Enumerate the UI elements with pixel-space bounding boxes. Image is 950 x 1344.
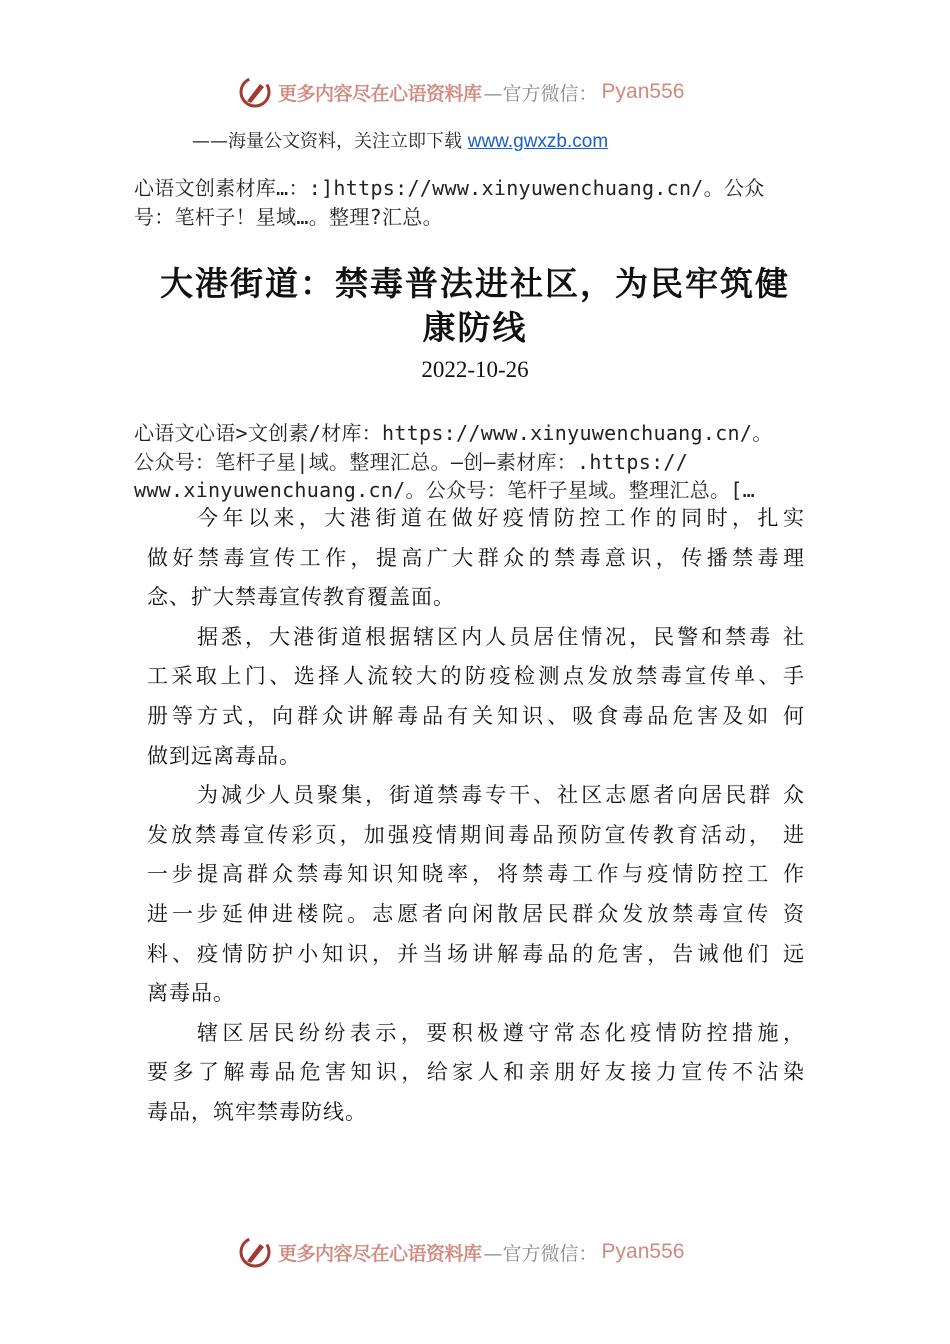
banner-separator: —官方微信：: [483, 1242, 598, 1265]
watermark-top: 心语文创素材库…：:]https://www.xinyuwenchuang.cn/。公众 号：笔杆子！星域…。整理?汇总。: [134, 176, 765, 229]
paragraph-line: 要多了解毒品危害知识，给家人和亲朋好友接力宣传不沾染: [147, 1060, 805, 1085]
pen-logo-icon: [238, 75, 272, 109]
pen-logo-icon: [238, 1235, 272, 1269]
title-line: 康防线: [422, 308, 528, 347]
paragraph-line: 进一步延伸进楼院。志愿者向闲散居民群众发放禁毒宣传 资: [147, 902, 805, 926]
paragraph-line: 为减少人员聚集，街道禁毒专干、社区志愿者向居民群 众: [197, 783, 805, 808]
footer-banner: [238, 1234, 728, 1270]
paragraph-line: 据悉，大港街道根据辖区内人员居住情况，民警和禁毒 社: [197, 624, 805, 649]
banner-wechat: Pyan556: [601, 80, 685, 103]
paragraph-line: 一步提高群众禁毒知识知晓率，将禁毒工作与疫情防控工 作: [147, 862, 805, 887]
subheader: [192, 127, 608, 153]
banner-separator: —官方微信：: [483, 82, 598, 105]
download-link[interactable]: www.gwxzb.com: [467, 131, 609, 152]
paragraph-line: 册等方式，向群众讲解毒品有关知识、吸食毒品危害及如 何: [147, 704, 805, 728]
banner-wechat: Pyan556: [601, 1240, 685, 1263]
banner-text: 更多内容尽在心语资料库: [278, 82, 482, 105]
banner-text: 更多内容尽在心语资料库: [278, 1242, 482, 1265]
paragraph-line: 毒品，筑牢禁毒防线。: [147, 1100, 367, 1124]
paragraph-line: 念、扩大禁毒宣传教育覆盖面。: [147, 585, 455, 610]
paragraph-line: 料、疫情防护小知识，并当场讲解毒品的危害，告诫他们 远: [147, 941, 805, 966]
paragraph-line: 辖区居民纷纷表示，要积极遵守常态化疫情防控措施，: [197, 1020, 805, 1045]
watermark-body: 心语文心语>文创素/材库：https://www.xinyuwenchuang.cn/。 公众号：笔杆子星|域。整理汇总。—创—素材库：.https:// www.xinyuwenchuang.cn/。公众号：笔杆子星域。整理汇总。[…: [134, 421, 773, 502]
header-banner: [238, 74, 728, 110]
subheader-text: ——海量公文资料，关注立即下载: [192, 131, 462, 152]
title-line: 大港街道：禁毒普法进社区，为民牢筑健: [160, 264, 790, 303]
paragraph-line: 工采取上门、选择人流较大的防疫检测点发放禁毒宣传单、手: [147, 664, 805, 689]
paragraph-line: 发放禁毒宣传彩页，加强疫情期间毒品预防宣传教育活动， 进: [147, 822, 805, 847]
paragraph-line: 离毒品。: [147, 981, 235, 1006]
article-title: [0, 262, 950, 350]
article-date: 2022-10-26: [421, 357, 529, 382]
paragraph-line: 今年以来，大港街道在做好疫情防控工作的同时，扎实: [197, 506, 805, 530]
paragraph-line: 做好禁毒宣传工作，提高广大群众的禁毒意识，传播禁毒理: [147, 545, 805, 570]
paragraph-line: 做到远离毒品。: [147, 743, 301, 768]
